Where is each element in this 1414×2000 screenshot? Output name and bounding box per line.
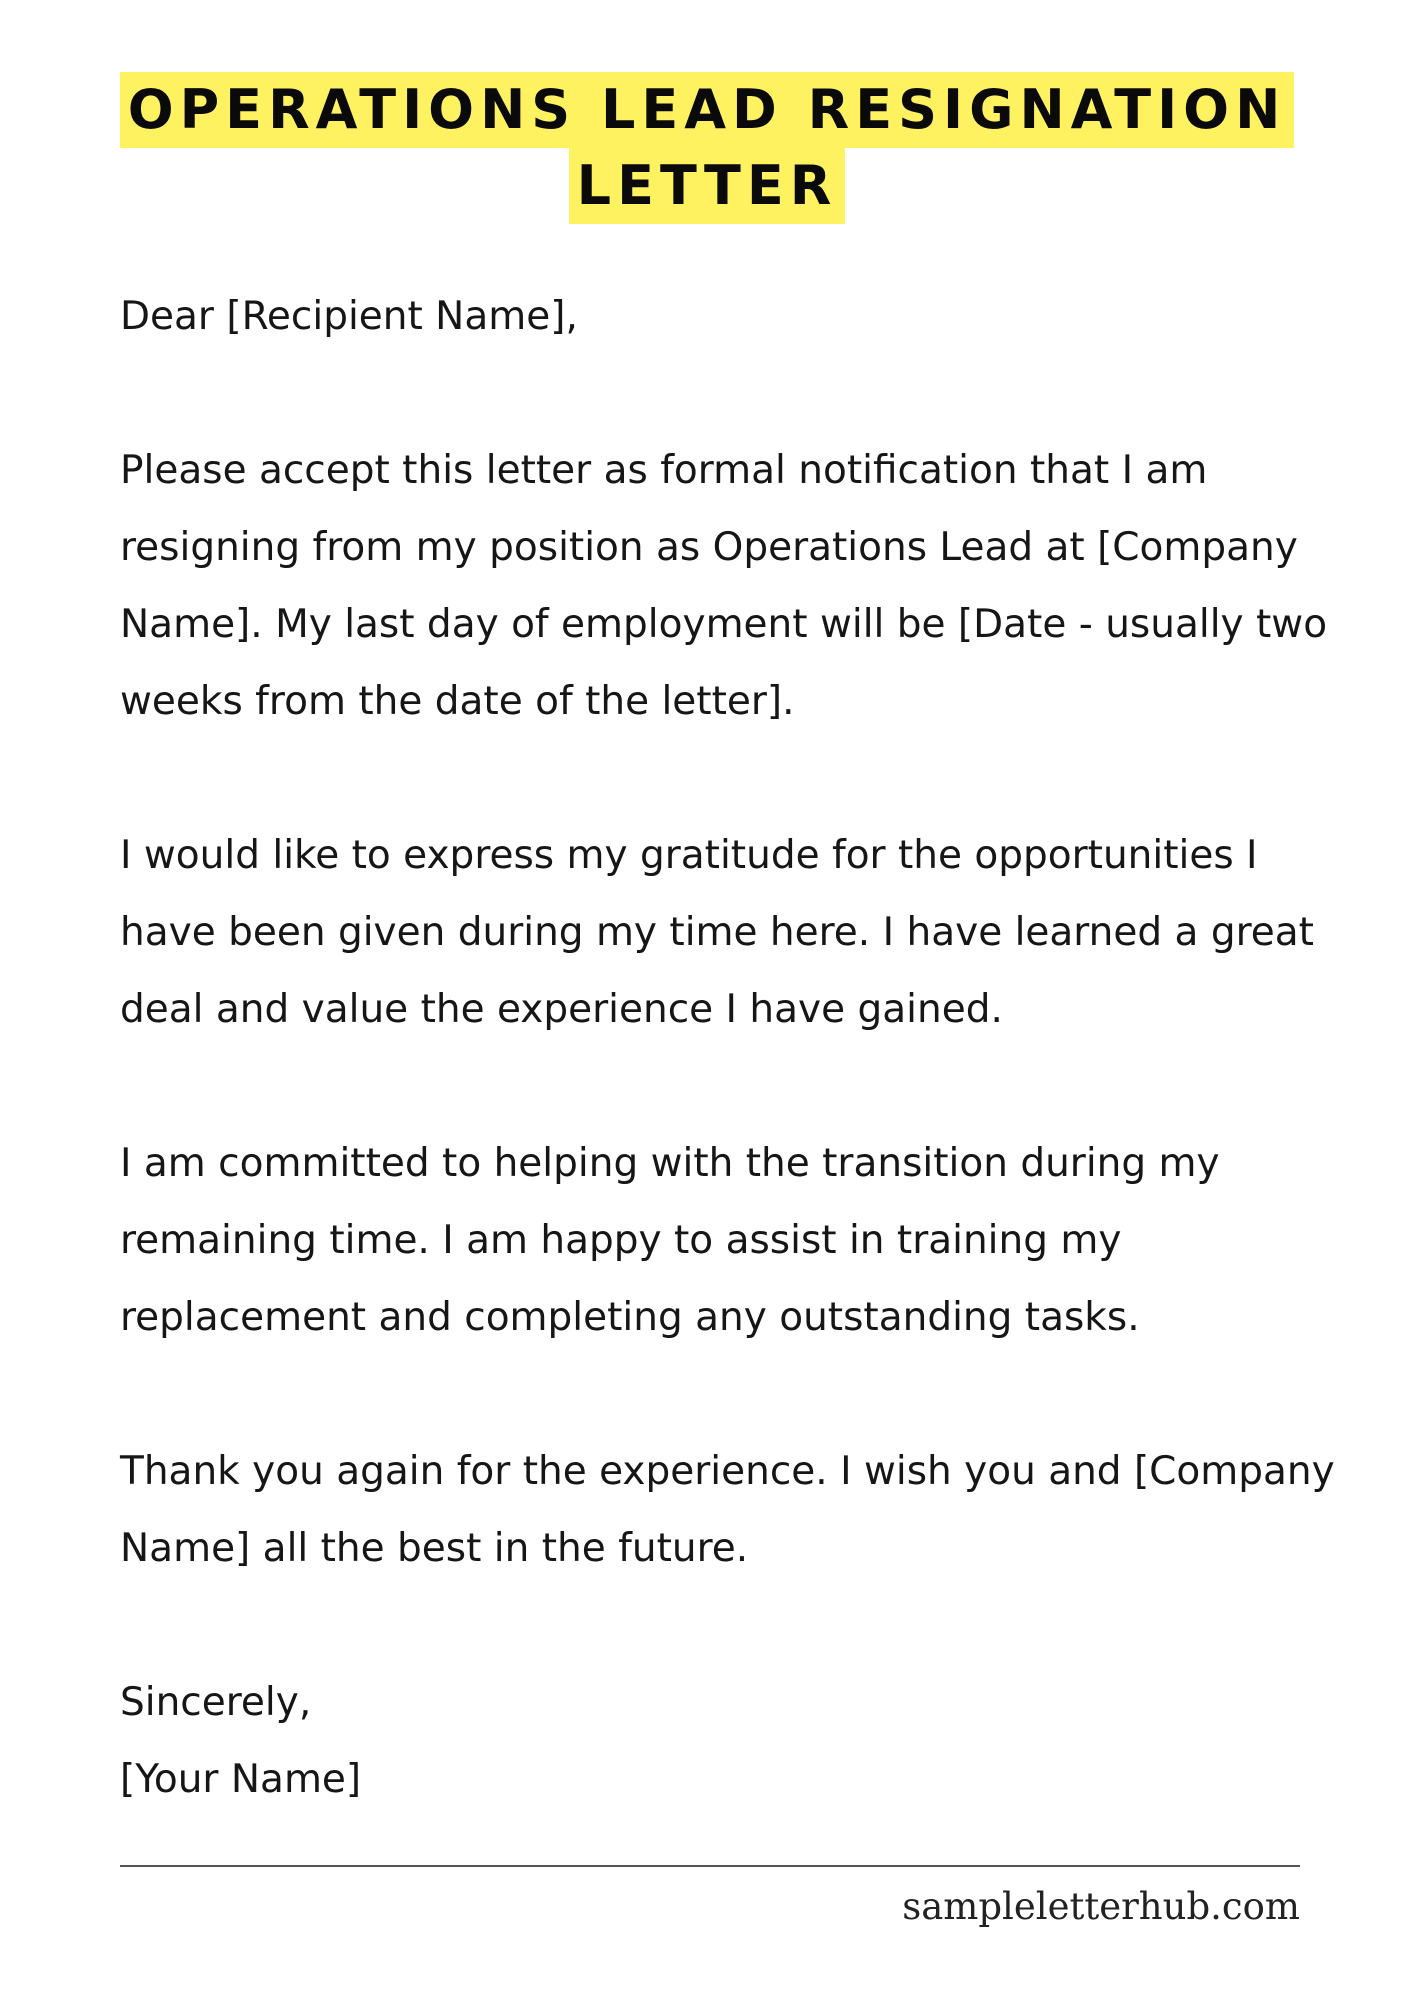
paragraph-notification: Please accept this letter as formal notification that I am resigning from my position as Operations Lead at [Company Name]. My last day of employment will be [Date - usually two weeks from the date of the letter]. <box>120 448 1328 724</box>
signature: [Your Name] <box>120 1757 362 1802</box>
page-title <box>0 72 1414 224</box>
paragraph-thanks: Thank you again for the experience. I wish you and [Company Name] all the best in the future. <box>120 1449 1335 1571</box>
salutation: Dear [Recipient Name], <box>120 294 578 339</box>
paragraph-gratitude: I would like to express my gratitude for the opportunities I have been given during my time here. I have learned a great deal and value the experience I have gained. <box>120 833 1314 1032</box>
closing <box>120 1664 1350 1818</box>
website-label: sampleletterhub.com <box>902 1885 1300 1928</box>
letter-body <box>120 278 1350 1818</box>
footer-divider <box>120 1865 1300 1867</box>
title-line-1: OPERATIONS LEAD RESIGNATION <box>120 72 1295 148</box>
closing-text: Sincerely, <box>120 1680 312 1725</box>
paragraph-transition: I am committed to helping with the transition during my remaining time. I am happy to assist in training my replacement and completing any outstanding tasks. <box>120 1141 1220 1340</box>
title-line-2: LETTER <box>569 148 846 224</box>
